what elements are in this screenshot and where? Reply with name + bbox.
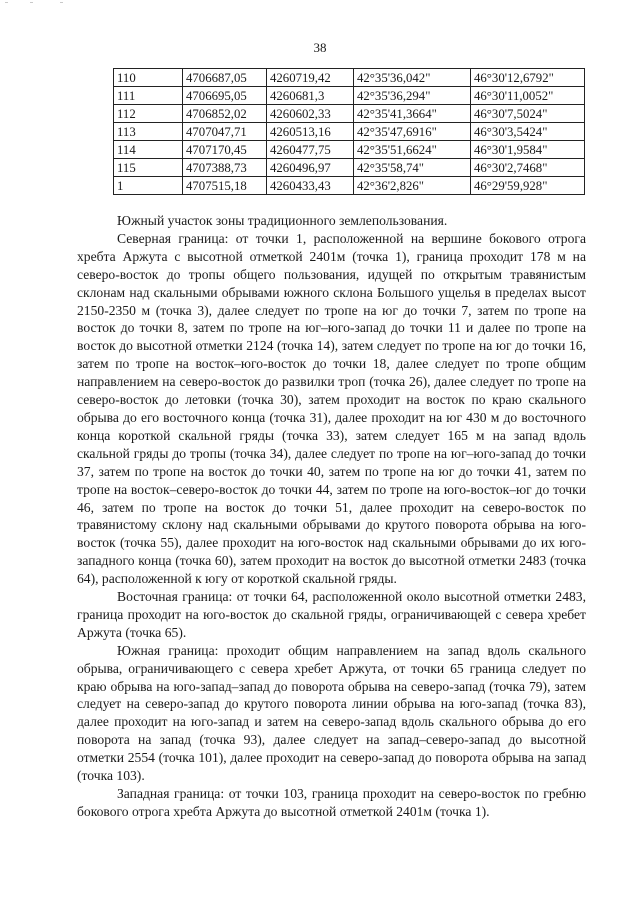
table-cell: 46°30'12,6792" bbox=[471, 69, 585, 87]
table-cell: 46°30'2,7468" bbox=[471, 159, 585, 177]
table-cell: 4707388,73 bbox=[183, 159, 267, 177]
scan-artifact bbox=[5, 2, 8, 3]
table-cell: 4260433,43 bbox=[267, 177, 354, 195]
table-cell: 114 bbox=[114, 141, 183, 159]
table-cell: 42°35'36,294" bbox=[354, 87, 471, 105]
south-boundary-paragraph: Южная граница: проходит общим направлением на запад вдоль скального обрыва, ограничивающего с севера хребет Аржута, от точки 65 граница следует по краю обрыва на юго-запад–запад до поворота обрыва на северо-запад (точка 79), затем следует на северо-запад до крутого поворота линии обрыва на юго-запад (точка 83), далее проходит на юго-запад и затем на северо-запад вдоль скального обрыва до его поворота на запад (точка 93), далее следует на запад–северо-запад до высотной отметки 2554 (точка 101), далее проходит на северо-запад до поворота обрыва на запад (точка 103). bbox=[77, 642, 586, 784]
table-row bbox=[114, 159, 585, 177]
page-number: 38 bbox=[313, 40, 327, 55]
table-cell: 110 bbox=[114, 69, 183, 87]
table-cell: 4260719,42 bbox=[267, 69, 354, 87]
scan-artifact bbox=[30, 2, 33, 3]
table-cell: 46°30'7,5024" bbox=[471, 105, 585, 123]
document-body bbox=[77, 212, 586, 821]
table-cell: 115 bbox=[114, 159, 183, 177]
table-cell: 4260496,97 bbox=[267, 159, 354, 177]
east-boundary-paragraph: Восточная граница: от точки 64, расположенной около высотной отметки 2483, граница проходит на юго-восток до скальной гряды, ограничивающей с севера хребет Аржута (точка 65). bbox=[77, 589, 586, 640]
table-cell: 46°30'11,0052" bbox=[471, 87, 585, 105]
table-cell: 42°35'47,6916" bbox=[354, 123, 471, 141]
table-cell: 112 bbox=[114, 105, 183, 123]
table-cell: 4707170,45 bbox=[183, 141, 267, 159]
table-cell: 42°35'51,6624" bbox=[354, 141, 471, 159]
table-cell: 4707515,18 bbox=[183, 177, 267, 195]
table-cell: 42°35'36,042" bbox=[354, 69, 471, 87]
table-cell: 4706687,05 bbox=[183, 69, 267, 87]
table-cell: 4260477,75 bbox=[267, 141, 354, 159]
table-cell: 46°29'59,928" bbox=[471, 177, 585, 195]
table-cell: 46°30'3,5424" bbox=[471, 123, 585, 141]
table-cell: 46°30'1,9584" bbox=[471, 141, 585, 159]
coordinates-table-body bbox=[114, 69, 585, 195]
table-row bbox=[114, 69, 585, 87]
table-cell: 4260602,33 bbox=[267, 105, 354, 123]
table-cell: 1 bbox=[114, 177, 183, 195]
coordinates-table bbox=[113, 68, 585, 195]
table-cell: 4260681,3 bbox=[267, 87, 354, 105]
table-cell: 111 bbox=[114, 87, 183, 105]
table-cell: 4706695,05 bbox=[183, 87, 267, 105]
west-boundary-paragraph: Западная граница: от точки 103, граница проходит на северо-восток по гребню бокового отрога хребта Аржута до высотной отметкой 2401м (точка 1). bbox=[77, 786, 586, 819]
table-cell: 113 bbox=[114, 123, 183, 141]
table-row bbox=[114, 177, 585, 195]
table-row bbox=[114, 105, 585, 123]
table-cell: 42°35'58,74" bbox=[354, 159, 471, 177]
table-cell: 4260513,16 bbox=[267, 123, 354, 141]
table-row bbox=[114, 87, 585, 105]
north-boundary-paragraph: Северная граница: от точки 1, расположенной на вершине бокового отрога хребта Аржута с высотной отметкой 2401м (точка 1), граница проходит 178 м на северо-восток до тропы общего пользования, идущей по открытым травянистым склонам над скальными обрывами южного склона Большого ущелья в пределах высот 2150-2350 м (точка 3), далее следует по тропе на юг до точки 7, затем по тропе на восток до точки 8, затем по тропе на юг–юго-запад до точки 11 и далее по тропе на восток до высотной отметки 2124 (точка 14), затем следует по тропе на юг до точки 16, затем по тропе на восток–юго-восток до точки 18, далее следует по тропе общим направлением на северо-восток до развилки троп (точка 26), далее следует по тропе на северо-восток до летовки (точка 30), затем проходит на восток по краю скального обрыва до его восточного конца (точка 31), далее проходит на юг 430 м до восточного конца короткой скальной гряды (точка 33), затем следует 165 м на запад вдоль скальной гряды до тропы (точка 34), далее следует по тропе на юг–юго-запад до точки 37, затем по тропе на восток до точки 40, затем по тропе на юг до точки 41, затем по тропе на восток–северо-восток до точки 44, затем по тропе на юго-восток–юг до точки 46, затем по тропе на восток до точки 51, далее проходит на северо-восток по травянистому склону над скальными обрывами до крутого поворота обрыва на юго-восток (точка 55), далее проходит на юго-восток над скальными обрывами до их юго-западного конца (точка 60), затем проходит на восток до высотной отметки 2483 (точка 64), расположенной к югу от короткой скальной гряды. bbox=[77, 230, 586, 587]
section-heading: Южный участок зоны традиционного землепользования. bbox=[117, 213, 448, 228]
scan-artifact bbox=[60, 2, 63, 3]
table-row bbox=[114, 123, 585, 141]
table-cell: 4707047,71 bbox=[183, 123, 267, 141]
table-cell: 4706852,02 bbox=[183, 105, 267, 123]
table-cell: 42°35'41,3664" bbox=[354, 105, 471, 123]
table-cell: 42°36'2,826" bbox=[354, 177, 471, 195]
table-row bbox=[114, 141, 585, 159]
